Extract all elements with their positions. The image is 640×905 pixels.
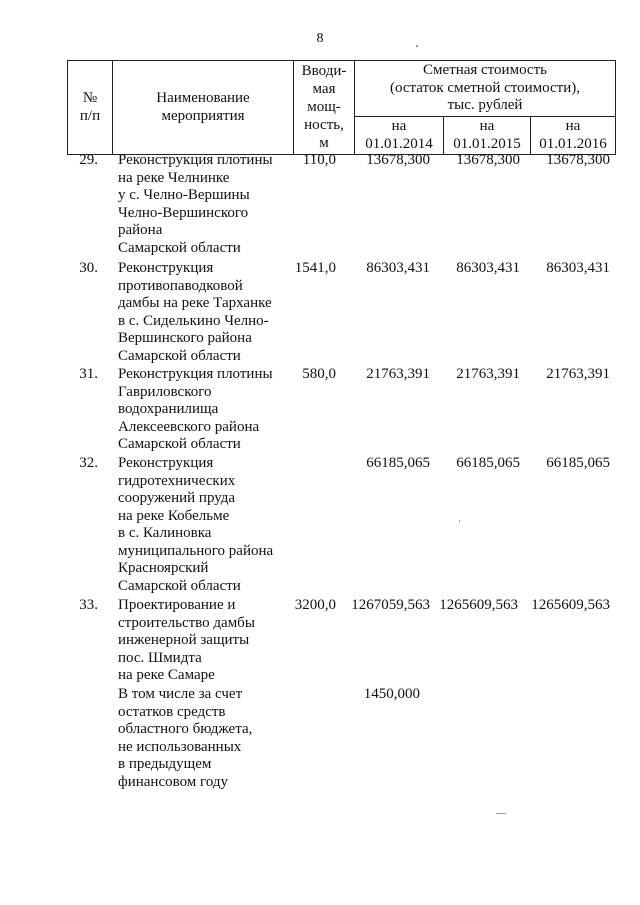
row-capacity: 110,0 bbox=[302, 152, 336, 168]
row-number: 30. bbox=[79, 260, 98, 276]
row-value-2016: 1265609,563 bbox=[531, 597, 610, 613]
row-number: 31. bbox=[79, 366, 98, 382]
scan-speck bbox=[496, 813, 506, 814]
header-cost-group: Сметная стоимость (остаток сметной стоимости), тыс. рублей bbox=[390, 62, 580, 113]
row-name: Проектирование и строительство дамбы инженерной защиты пос. Шмидта на реке Самаре bbox=[118, 597, 255, 683]
header-top-border bbox=[67, 60, 615, 61]
row-value-2016: 13678,300 bbox=[546, 152, 610, 168]
row-value-2014: 86303,431 bbox=[366, 260, 430, 276]
row-value-2014: 1267059,563 bbox=[351, 597, 430, 613]
header-name: Наименование мероприятия bbox=[156, 90, 250, 124]
header-col-line-7 bbox=[615, 60, 616, 155]
row-value-2014: 13678,300 bbox=[366, 152, 430, 168]
row-value-2016: 86303,431 bbox=[546, 260, 610, 276]
row-value-2015: 1265609,563 bbox=[439, 597, 518, 613]
header-date-separator bbox=[354, 116, 615, 117]
header-date-2014: на 01.01.2014 bbox=[365, 118, 433, 152]
row-value-2015: 86303,431 bbox=[456, 260, 520, 276]
header-date-2015: на 01.01.2015 bbox=[453, 118, 521, 152]
row-number: 32. bbox=[79, 455, 98, 471]
scan-speck bbox=[416, 45, 418, 47]
row-name: Реконструкция гидротехнических сооружений пруда на реке Кобельме в с. Калиновка муниципального района Красноярский Самарской области bbox=[118, 455, 274, 594]
row-number: 29. bbox=[79, 152, 98, 168]
page-number: 8 bbox=[316, 31, 324, 46]
subrow-name: В том числе за счет остатков средств областного бюджета, не использованных в предыдущем финансовом году bbox=[118, 686, 253, 790]
row-value-2014: 66185,065 bbox=[366, 455, 430, 471]
row-name: Реконструкция плотины Гавриловского водохранилища Алексеевского района Самарской области bbox=[118, 366, 273, 452]
row-capacity: 3200,0 bbox=[294, 597, 336, 613]
subrow-value-2014: 1450,000 bbox=[363, 686, 420, 702]
row-name: Реконструкция плотины на реке Челнинке у с. Челно-Вершины Челно-Вершинского района Самарской области bbox=[118, 152, 273, 256]
row-name: Реконструкция противопаводковой дамбы на реке Тарханке в с. Сиделькино Челно- Вершинского района Самарской области bbox=[118, 260, 272, 364]
scan-speck bbox=[459, 520, 460, 522]
row-value-2015: 13678,300 bbox=[456, 152, 520, 168]
header-num: № п/п bbox=[79, 90, 101, 124]
header-date-2016: на 01.01.2016 bbox=[539, 118, 607, 152]
row-value-2014: 21763,391 bbox=[366, 366, 430, 382]
row-value-2015: 66185,065 bbox=[456, 455, 520, 471]
row-value-2015: 21763,391 bbox=[456, 366, 520, 382]
row-value-2016: 66185,065 bbox=[546, 455, 610, 471]
row-capacity: 1541,0 bbox=[294, 260, 336, 276]
row-value-2016: 21763,391 bbox=[546, 366, 610, 382]
row-capacity: 580,0 bbox=[302, 366, 336, 382]
row-number: 33. bbox=[79, 597, 98, 613]
header-capacity: Вводи- мая мощ- ность, м bbox=[301, 63, 347, 151]
